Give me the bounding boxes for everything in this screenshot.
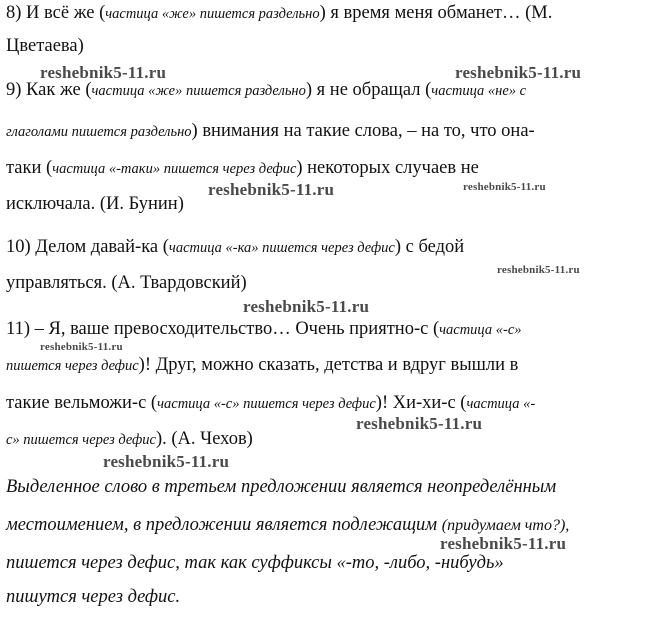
ex9-text-d: таки ( [6,158,53,178]
ex8-text: 8) И всё же ( [6,3,106,23]
ex9-text: 9) Как же ( [6,80,92,100]
conclusion-line-3: пишется через дефис, так как суффиксы «-то, -либо, -нибудь» [6,553,504,573]
watermark: reshebnik5-11.ru [356,414,483,433]
ex11-text-b: )! Друг, можно сказать, детства и вдруг вышли в [138,355,519,375]
ex11-line-3 [6,392,641,415]
ex9-text-b: ) я не обращал ( [305,80,432,100]
ex11-note-4: частица «- [466,396,536,412]
watermark: reshebnik5-11.ru [40,63,167,82]
conclusion-question: (придумаем что?), [441,517,570,534]
watermark: reshebnik5-11.ru [463,181,546,193]
ex10-text-b: ) с бедой [394,237,465,257]
watermark: reshebnik5-11.ru [455,63,582,82]
watermark: reshebnik5-11.ru [440,534,567,553]
ex8-note: частица «же» пишется раздельно [105,6,320,22]
ex9-note-4: частица «-таки» пишется через дефис [52,161,297,177]
conclusion-line-4: пишутся через дефис. [6,587,181,607]
ex11-line-2 [6,354,641,377]
ex11-text-e: ). (А. Чехов) [155,429,253,449]
ex8-line-2: Цветаева) [6,36,84,56]
watermark: reshebnik5-11.ru [243,297,370,316]
ex10-line-2: управляться. (А. Твардовский) [6,273,247,293]
ex11-line-4 [6,428,641,451]
ex8-line-1 [6,2,641,25]
watermark: reshebnik5-11.ru [40,341,123,353]
ex9-note-1: частица «же» пишется раздельно [91,83,306,99]
conclusion-line-1: Выделенное слово в третьем предложении является неопределённым [6,477,557,497]
ex10-text: 10) Делом давай-ка ( [6,237,169,257]
ex11-note-2: пишется через дефис [6,358,139,374]
watermark: reshebnik5-11.ru [497,264,580,276]
ex11-note-5: с» пишется через дефис [6,432,156,448]
ex11-text-d: )! Хи-хи-с ( [375,393,467,413]
ex10-line-1 [6,236,641,259]
ex10-note: частица «-ка» пишется через дефис [168,240,395,256]
ex11-line-1 [6,318,641,341]
ex9-text-c: ) внимания на такие слова, – на то, что она- [191,121,535,141]
ex9-note-2: частица «не» с [431,83,527,99]
ex9-line-3 [6,157,641,180]
ex9-line-4: исключала. (И. Бунин) [6,194,184,214]
ex11-note-1: частица «-с» [439,322,522,338]
conclusion-text: местоимением, в предложении является подлежащим [6,515,438,535]
ex11-text: 11) – Я, ваше превосходительство… Очень приятно-с ( [6,319,440,339]
watermark: reshebnik5-11.ru [103,452,230,471]
watermark: reshebnik5-11.ru [208,180,335,199]
ex11-text-c: такие вельможи-с ( [6,393,158,413]
ex9-line-2 [6,120,641,143]
ex8-text-end: ) я время меня обманет… (М. [319,3,553,23]
ex9-note-3: глаголами пишется раздельно [6,124,192,140]
ex9-text-e: ) некоторых случаев не [296,158,479,178]
ex11-note-3: частица «-с» пишется через дефис [157,396,376,412]
